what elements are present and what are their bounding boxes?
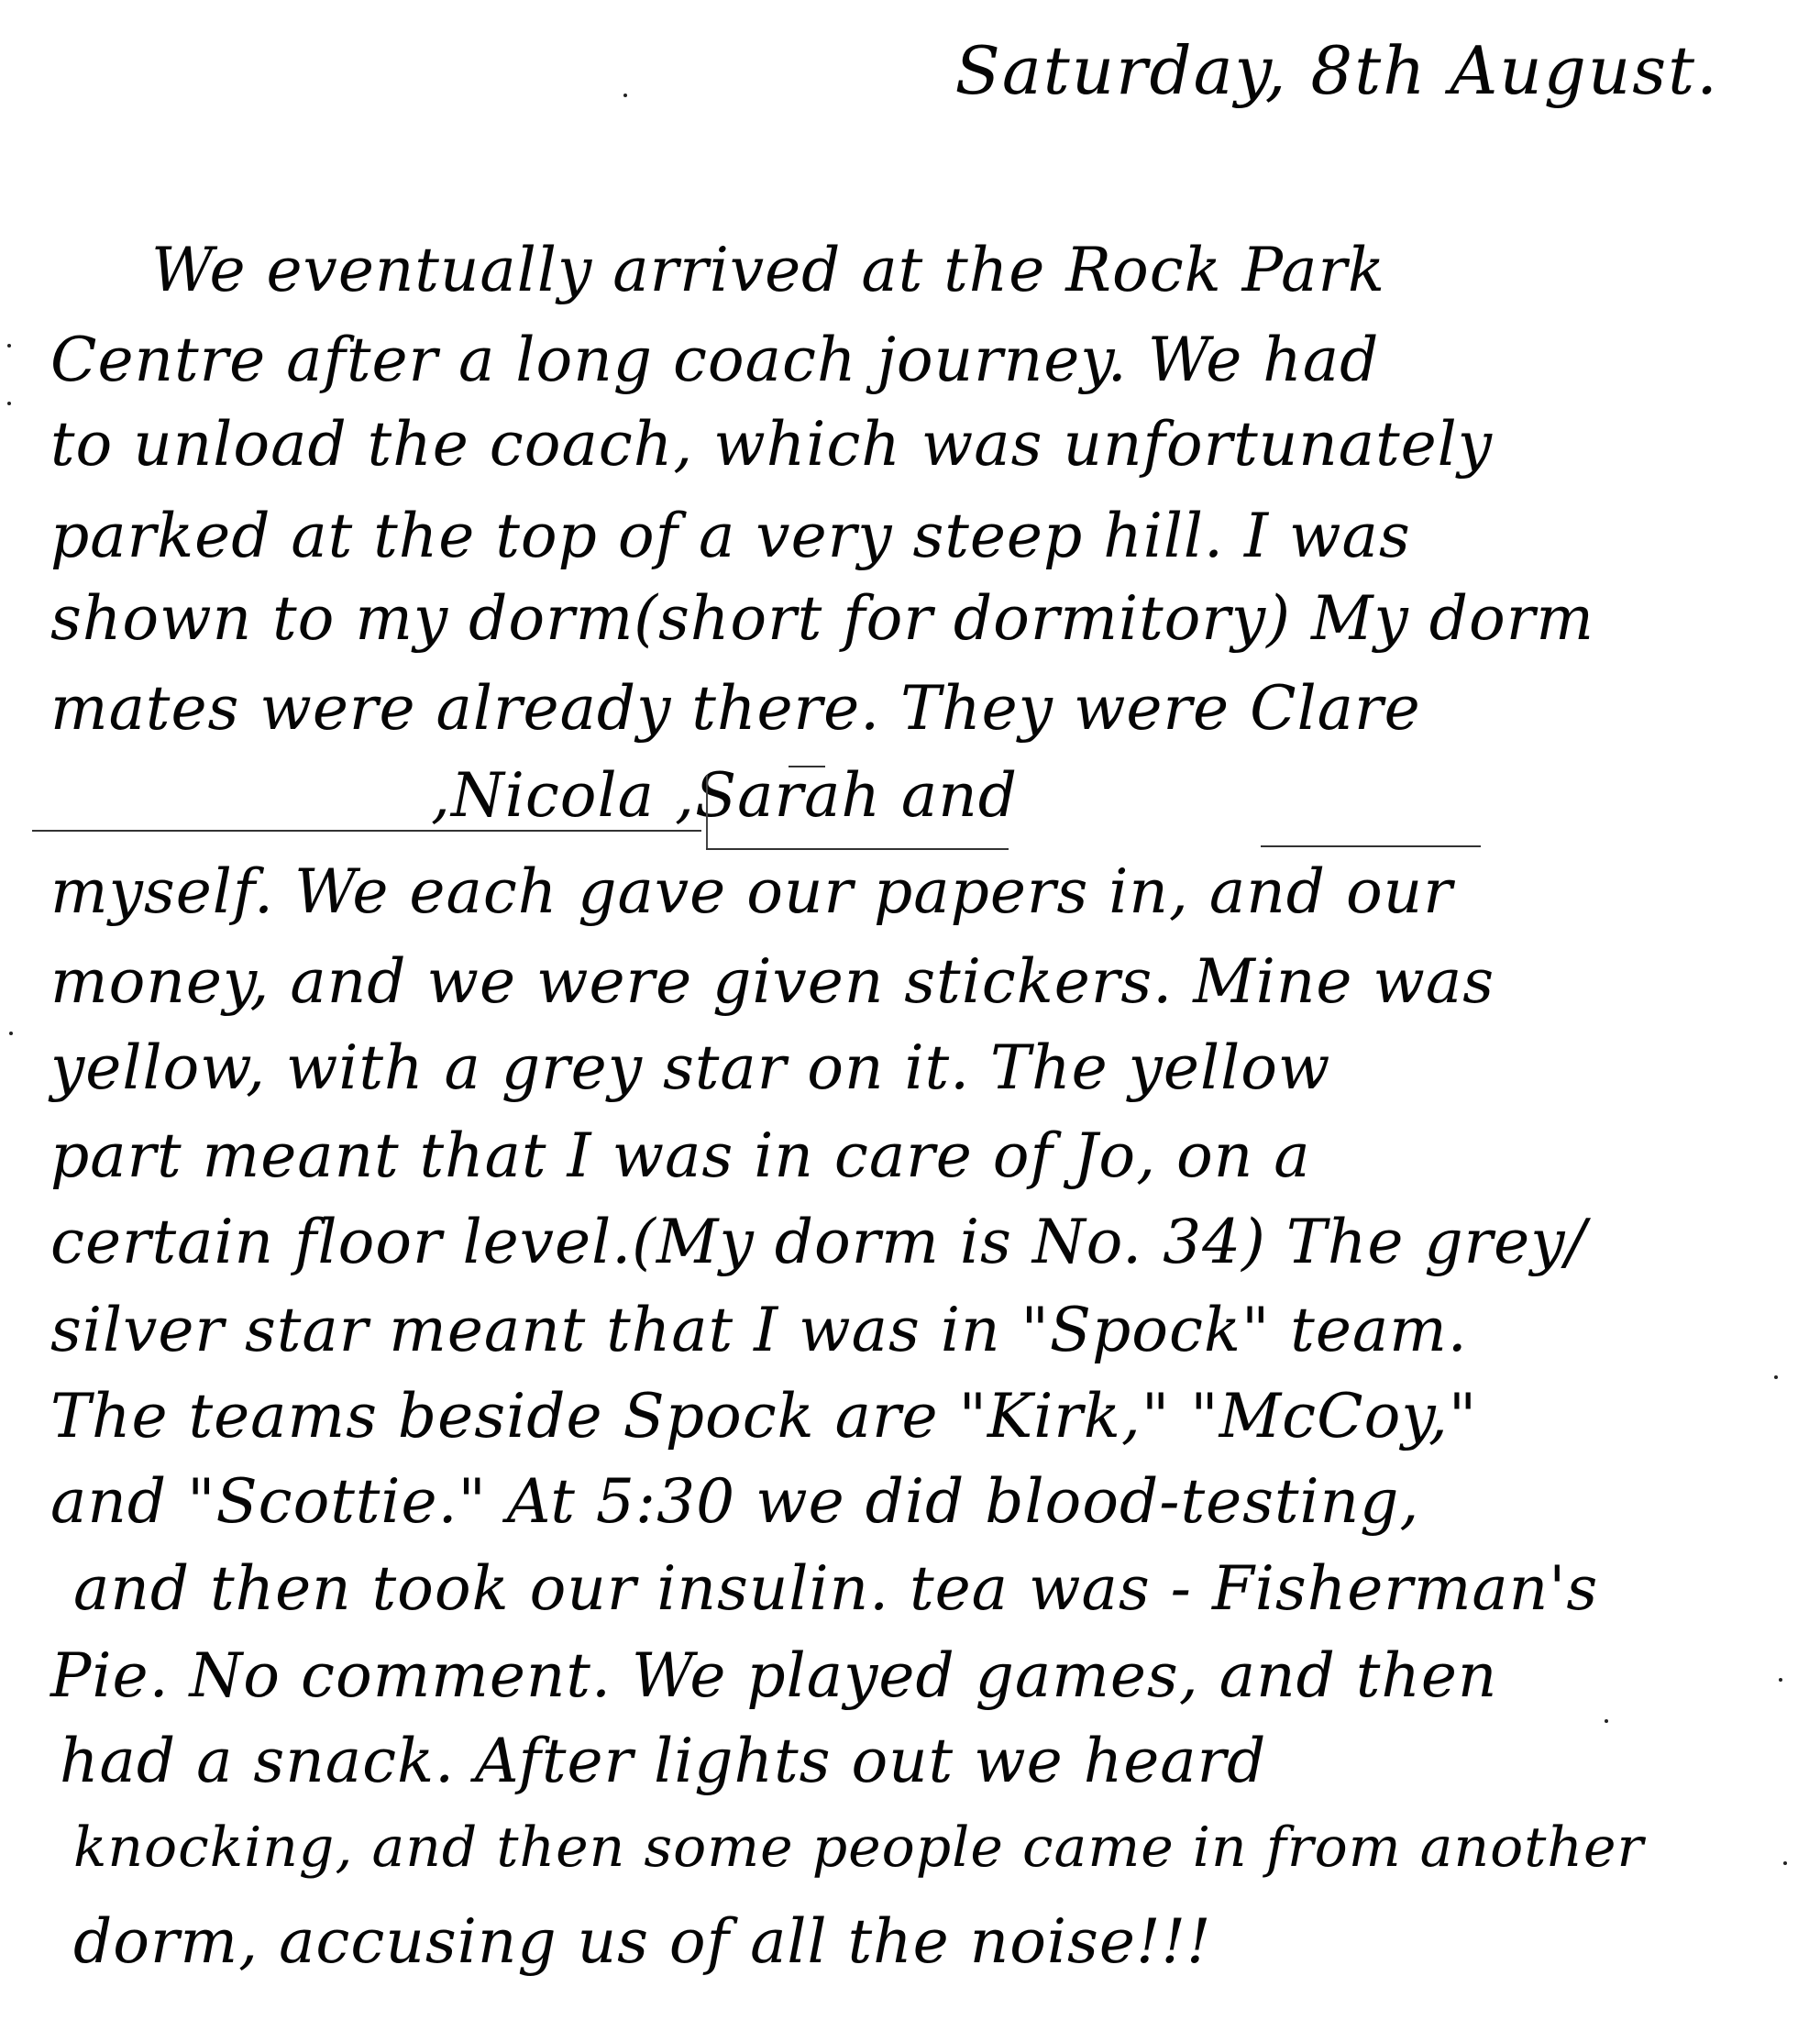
diary-line: Pie. No comment. We played games, and then: [50, 1640, 1498, 1711]
diary-line: money, and we were given stickers. Mine was: [50, 946, 1495, 1017]
scan-speck: [1779, 1678, 1782, 1682]
diary-line: The teams beside Spock are "Kirk," "McCoy,": [50, 1381, 1478, 1452]
diary-line: We eventually arrived at the Rock Park: [151, 235, 1386, 305]
scan-speck: [7, 344, 11, 348]
scan-speck: [9, 1032, 13, 1035]
diary-line: silver star meant that I was in "Spock" team.: [50, 1295, 1468, 1365]
diary-line: part meant that I was in care of Jo, on a: [50, 1120, 1311, 1191]
redaction-line: [789, 766, 825, 767]
redaction-edge: [706, 775, 708, 848]
diary-line: shown to my dorm(short for dormitory) My dorm: [50, 583, 1594, 654]
diary-date: Saturday, 8th August.: [954, 32, 1719, 109]
scan-speck: [1774, 1375, 1778, 1379]
scan-speck: [623, 94, 627, 97]
scan-speck: [1783, 1861, 1787, 1865]
diary-line: ,Nicola ,Sarah and: [431, 760, 1019, 831]
diary-line: to unload the coach, which was unfortunately: [50, 409, 1494, 480]
diary-line: and "Scottie." At 5:30 we did blood-testing,: [50, 1466, 1420, 1537]
diary-line: knocking, and then some people came in from another: [73, 1816, 1645, 1880]
scan-speck: [7, 402, 11, 405]
redaction-line: [1261, 845, 1481, 847]
diary-line: parked at the top of a very steep hill. I was: [50, 501, 1411, 571]
diary-line: Centre after a long coach journey. We had: [50, 325, 1380, 395]
redaction-line: [32, 830, 701, 832]
diary-line: myself. We each gave our papers in, and our: [50, 856, 1453, 927]
diary-line: dorm, accusing us of all the noise!!!: [73, 1906, 1212, 1977]
diary-line: had a snack. After lights out we heard: [60, 1726, 1267, 1796]
diary-line: yellow, with a grey star on it. The yellow: [50, 1032, 1331, 1103]
diary-line: mates were already there. They were Clare: [50, 673, 1421, 744]
diary-line: certain floor level.(My dorm is No. 34) The grey/: [50, 1207, 1587, 1277]
scan-speck: [1605, 1719, 1608, 1723]
diary-line: and then took our insulin. tea was - Fisherman's: [73, 1553, 1599, 1624]
redaction-line: [706, 848, 1009, 850]
